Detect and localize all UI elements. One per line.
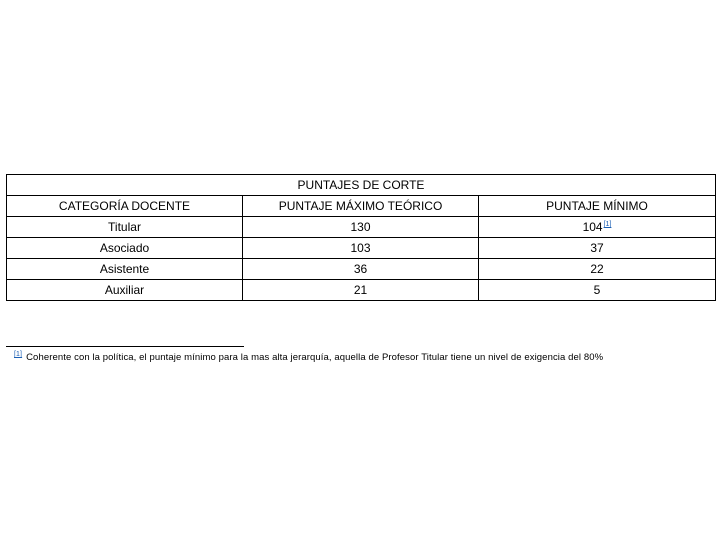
footnote-marker-link[interactable]: [1] [14, 351, 23, 358]
cell-maximo: 103 [243, 238, 479, 259]
cutoff-scores-table [6, 174, 716, 301]
cell-categoria: Titular [7, 217, 243, 238]
header-minimo: PUNTAJE MÍNIMO [479, 196, 716, 217]
footnote-text: Coherente con la política, el puntaje mínimo para la mas alta jerarquía, aquella de Profesor Titular tiene un nivel de exigencia del 80% [26, 352, 604, 364]
cell-minimo: 37 [479, 238, 716, 259]
table-header-row [7, 196, 716, 217]
cell-categoria: Asistente [7, 259, 243, 280]
cell-maximo: 36 [243, 259, 479, 280]
cell-minimo-value: 104 [582, 220, 603, 234]
table-row [7, 280, 716, 301]
header-categoria: CATEGORÍA DOCENTE [7, 196, 243, 217]
table-row [7, 217, 716, 238]
table-row [7, 238, 716, 259]
table-row [7, 259, 716, 280]
cell-maximo: 21 [243, 280, 479, 301]
cell-minimo: 5 [479, 280, 716, 301]
header-maximo: PUNTAJE MÁXIMO TEÓRICO [243, 196, 479, 217]
footnote [14, 351, 603, 363]
cell-minimo [479, 217, 716, 238]
cell-maximo: 130 [243, 217, 479, 238]
table-title-row [7, 175, 716, 196]
footnote-ref-link[interactable]: [1] [603, 221, 612, 228]
table-title: PUNTAJES DE CORTE [7, 175, 716, 196]
cell-categoria: Asociado [7, 238, 243, 259]
cell-categoria: Auxiliar [7, 280, 243, 301]
footnote-separator [6, 346, 244, 347]
cell-minimo: 22 [479, 259, 716, 280]
